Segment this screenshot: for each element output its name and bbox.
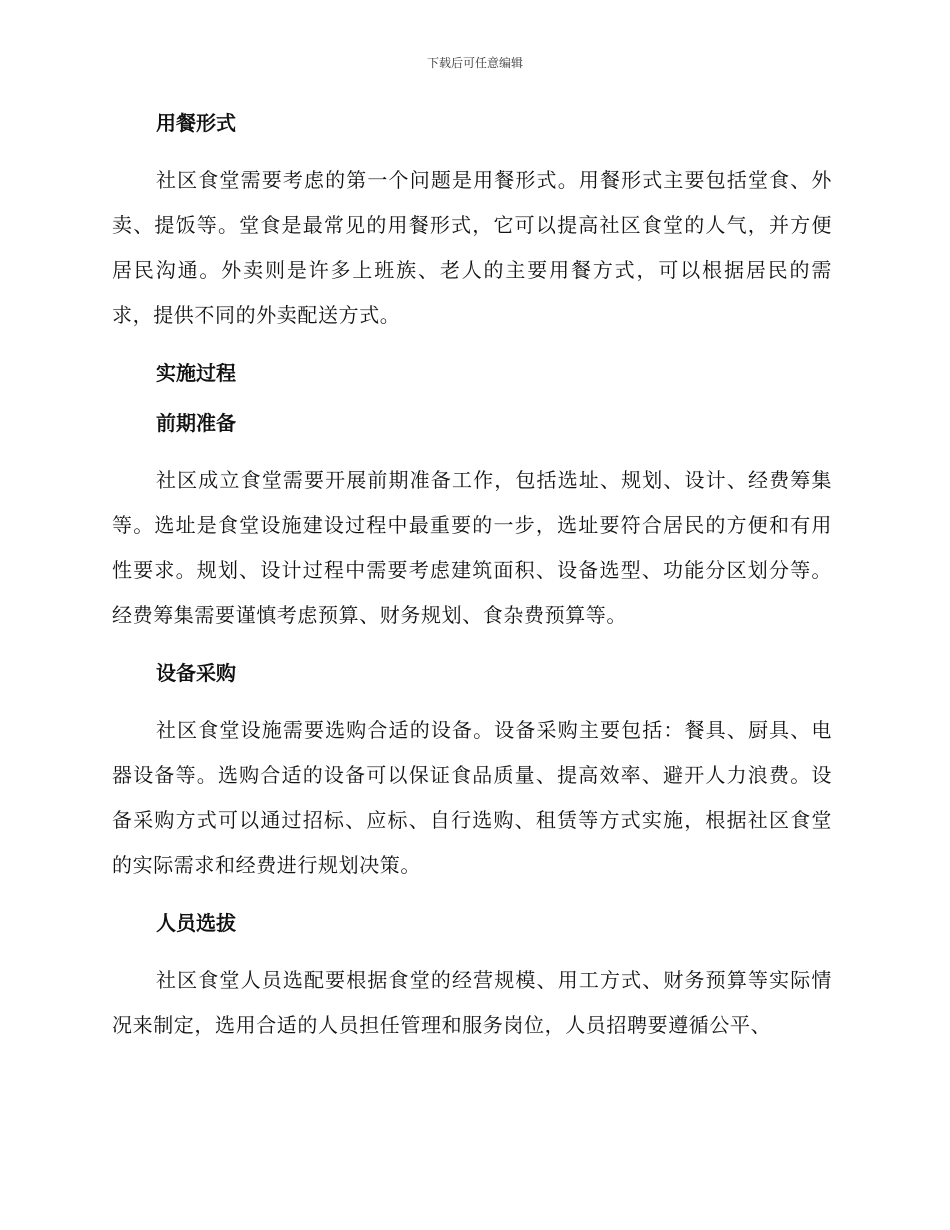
paragraph-dining-form: 社区食堂需要考虑的第一个问题是用餐形式。用餐形式主要包括堂食、外卖、提饭等。堂食是最常见的用餐形式，它可以提高社区食堂的人气，并方便居民沟通。外卖则是许多上班族、老人的主要用餐方式，可以根据居民的需求，提供不同的外卖配送方式。 bbox=[112, 168, 832, 327]
paragraph-preparation: 社区成立食堂需要开展前期准备工作，包括选址、规划、设计、经费筹集等。选址是食堂设施建设过程中最重要的一步，选址要符合居民的方便和有用性要求。规划、设计过程中需要考虑建筑面积、设备选型、功能分区划分等。经费筹集需要谨慎考虑预算、财务规划、食杂费预算等。 bbox=[112, 468, 832, 627]
document-body bbox=[112, 108, 832, 1048]
paragraph-staffing: 社区食堂人员选配要根据食堂的经营规模、用工方式、财务预算等实际情况来制定，选用合适的人员担任管理和服务岗位，人员招聘要遵循公平、 bbox=[112, 968, 832, 1037]
section-heading-staffing: 人员选拔 bbox=[156, 911, 236, 935]
section-heading-dining-form: 用餐形式 bbox=[156, 111, 236, 135]
section-heading-implementation: 实施过程 bbox=[156, 361, 236, 385]
section-heading-equipment: 设备采购 bbox=[156, 661, 236, 685]
section-heading-preparation: 前期准备 bbox=[156, 411, 236, 435]
page-header: 下载后可任意编辑 bbox=[426, 56, 523, 70]
paragraph-equipment: 社区食堂设施需要选购合适的设备。设备采购主要包括：餐具、厨具、电器设备等。选购合适的设备可以保证食品质量、提高效率、避开人力浪费。设备采购方式可以通过招标、应标、自行选购、租赁等方式实施，根据社区食堂的实际需求和经费进行规划决策。 bbox=[112, 718, 832, 877]
